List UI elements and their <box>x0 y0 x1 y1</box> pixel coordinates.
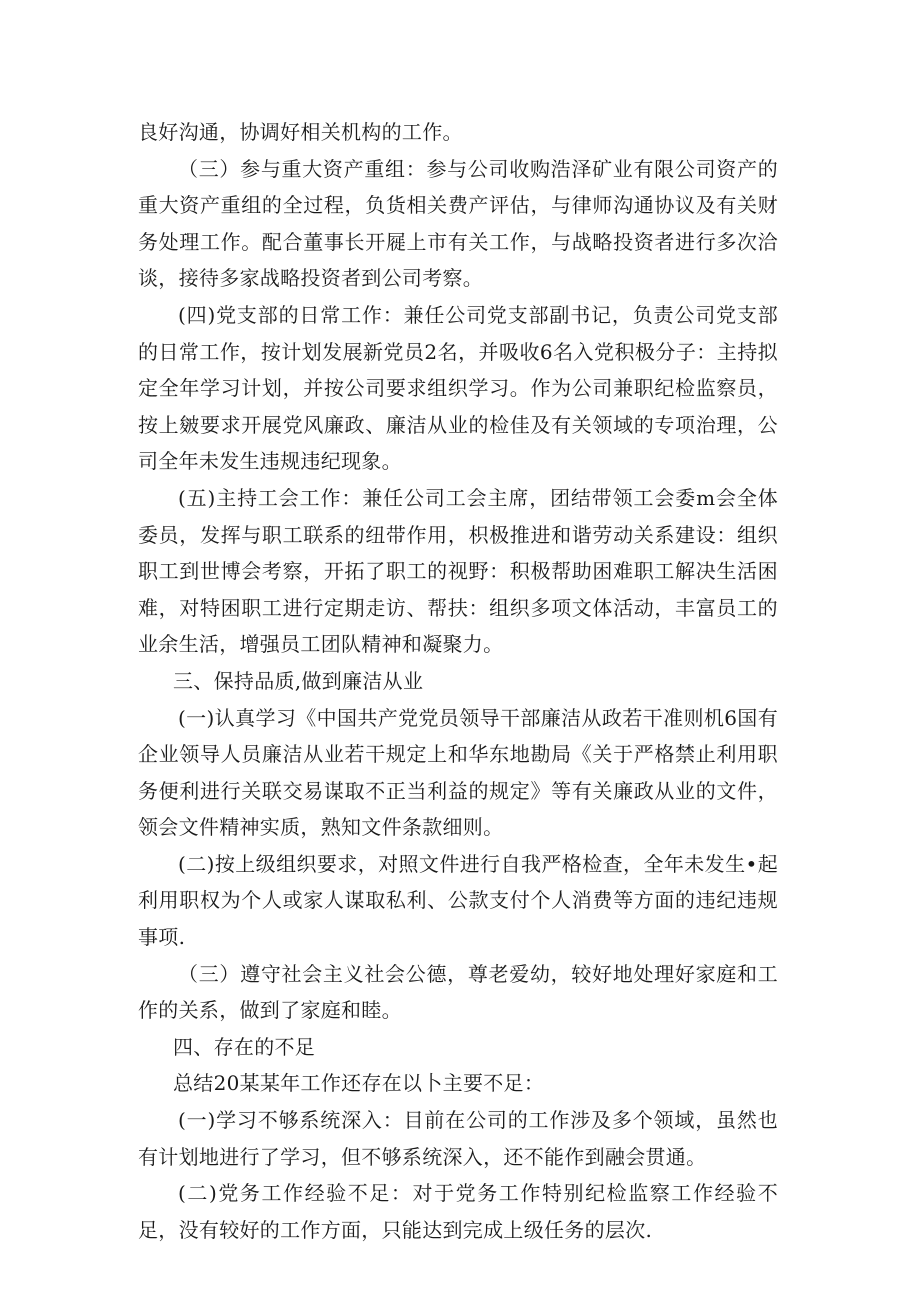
paragraph-continuation: 良好沟通，协调好相关机构的工作。 <box>138 120 463 144</box>
paragraph-study-insufficient: (一)学习不够系统深入：目前在公司的工作涉及多个领域，虽然也有计划地进行了学习，但不够系统深入，还不能作到融会贯通。 <box>138 1108 778 1169</box>
paragraph-social-morality: （三）遵守社会主义社会公德，尊老爱幼，较好地处理好家庭和工作的关系，做到了家庭和睦。 <box>138 961 778 1023</box>
document-body <box>138 114 778 1248</box>
paragraph-party-experience: (二)党务工作经验不足：对于党务工作特别纪检监察工作经验不足，没有较好的工作方面，只能达到完成上级任务的层次. <box>138 1181 778 1242</box>
section-heading-integrity: 三、保持品质,做到廉洁从业 <box>173 668 424 693</box>
paragraph-trade-union-work: (五)主持工会工作：兼任公司工会主席，团结带领工会委m会全体委员，发挥与职工联系的纽带作用，枳极推进和谐劳动关系建设：组织职工到世博会考察，开拓了职工的视野：积极帮助困难职工解决生活困难，对特困职工进行定期走访、帮扶：组织多项文体活动，丰富员工的业余生活，增强员工团队精神和凝聚力。 <box>138 485 778 657</box>
paragraph-study-regulations: (一)认真学习《中国共产党党员领导干部廉洁从政若干准则机6国有企业领导人员廉洁从业若干规定上和华东地勘局《关于严格禁止利用职务便利进行关联交易谋取不正当利益的规定》等有关廉政从业的文件，领会文件精神实质，熟知文件条款细则。 <box>138 705 778 840</box>
paragraph-summary-intro: 总结20某某年工作还存在以卜主要不足： <box>173 1071 545 1096</box>
paragraph-self-inspection: (二)按上级组织要求，对照文件进行自我严格检查，全年未发生•起利用职权为个人或家人谋取私利、公款支付个人消费等方面的违纪违规事项. <box>138 851 778 950</box>
paragraph-party-branch-work: (四)党支部的日常工作：兼任公司党支部副书记，负责公司党支部的日常工作，按计划发展新党员2名，并吸收6名入党积极分子：主持拟定全年学习计划，并按公司要求组织学习。作为公司兼职纪检监察员，按上皴要求开展党风廉政、廉洁从业的检佳及有关领域的专项治理，公司全年未发生违规违纪现象。 <box>138 302 778 474</box>
paragraph-asset-restructuring: （三）参与重大资产重组：参与公司收购浩泽矿业有限公司资产的重大资产重组的全过程，负货相关费产评估，与律师沟通协议及有关财务处理工作。配合董事长开屣上市有关工作，与战略投资者进行多次洽谈，接待多家战略投资者到公司考察。 <box>138 156 778 291</box>
section-heading-shortcomings: 四、存在的不足 <box>173 1034 316 1059</box>
